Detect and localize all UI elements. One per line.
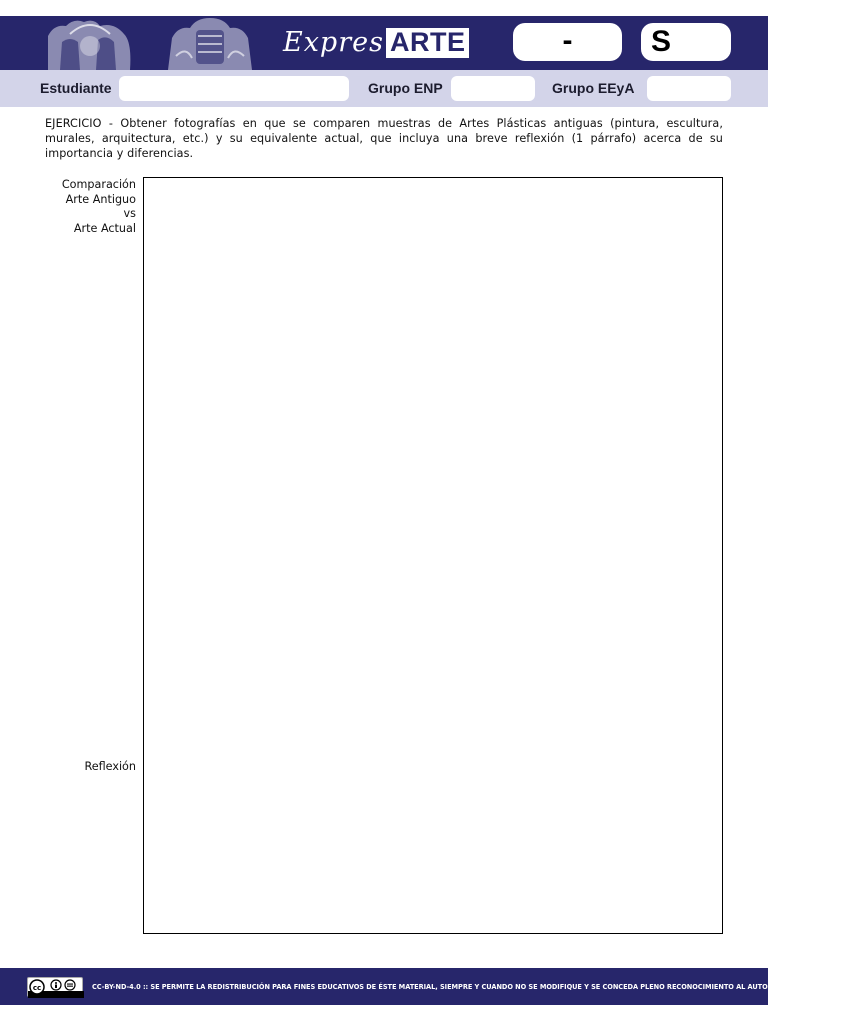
brand-prefix: Expres [283,27,384,58]
reflection-box[interactable] [143,759,723,934]
group-eeya-label: Grupo EEyA [552,80,635,96]
student-field[interactable] [119,76,349,101]
top-margin [0,0,768,17]
code-field-letter[interactable]: S [641,23,731,61]
info-bar [0,70,768,107]
enp-seal-icon [162,16,258,74]
brand-box-text: ARTE [386,28,470,58]
code-field-number[interactable]: - [513,23,622,61]
exercise-instructions: EJERCICIO - Obtener fotografías en que se comparen muestras de Artes Plásticas antiguas (pintura, escultura, murales, arquitectura, etc.) y su equivalente actual, que incluya una breve reflexión (1 párrafo) acerca de su importancia y diferencias. [45,117,723,160]
license-text: CC-BY-ND-4.0 :: SE PERMITE LA REDISTRIBUCIÓN PARA FINES EDUCATIVOS DE ÉSTE MATERIAL, SIEMPRE Y CUANDO NO SE MODIFIQUE Y SE CONCEDA PLENO RECONOCIMIENTO AL AUTOR (JCTL), MÉXICO, 2014. [92,983,855,991]
cc-by-nd-icon [27,977,83,997]
unam-seal-icon [40,16,140,74]
comparison-label-line: Arte Actual [73,221,136,235]
brand-logo [283,27,469,59]
comparison-label-line: Arte Antiguo [65,192,136,206]
header-bar [0,16,768,70]
comparison-label-line: Comparación [61,178,136,191]
group-enp-label: Grupo ENP [368,80,443,96]
svg-text:cc: cc [32,984,42,992]
reflection-label: Reflexión [84,760,136,773]
student-label: Estudiante [40,80,112,96]
group-eeya-field[interactable] [647,76,731,101]
comparison-box[interactable] [143,177,723,760]
group-enp-field[interactable] [451,76,535,101]
bottom-margin [0,1005,768,1024]
comparison-label-line: vs [123,207,136,220]
footer-bar [0,968,855,1005]
comparison-label [26,178,136,236]
